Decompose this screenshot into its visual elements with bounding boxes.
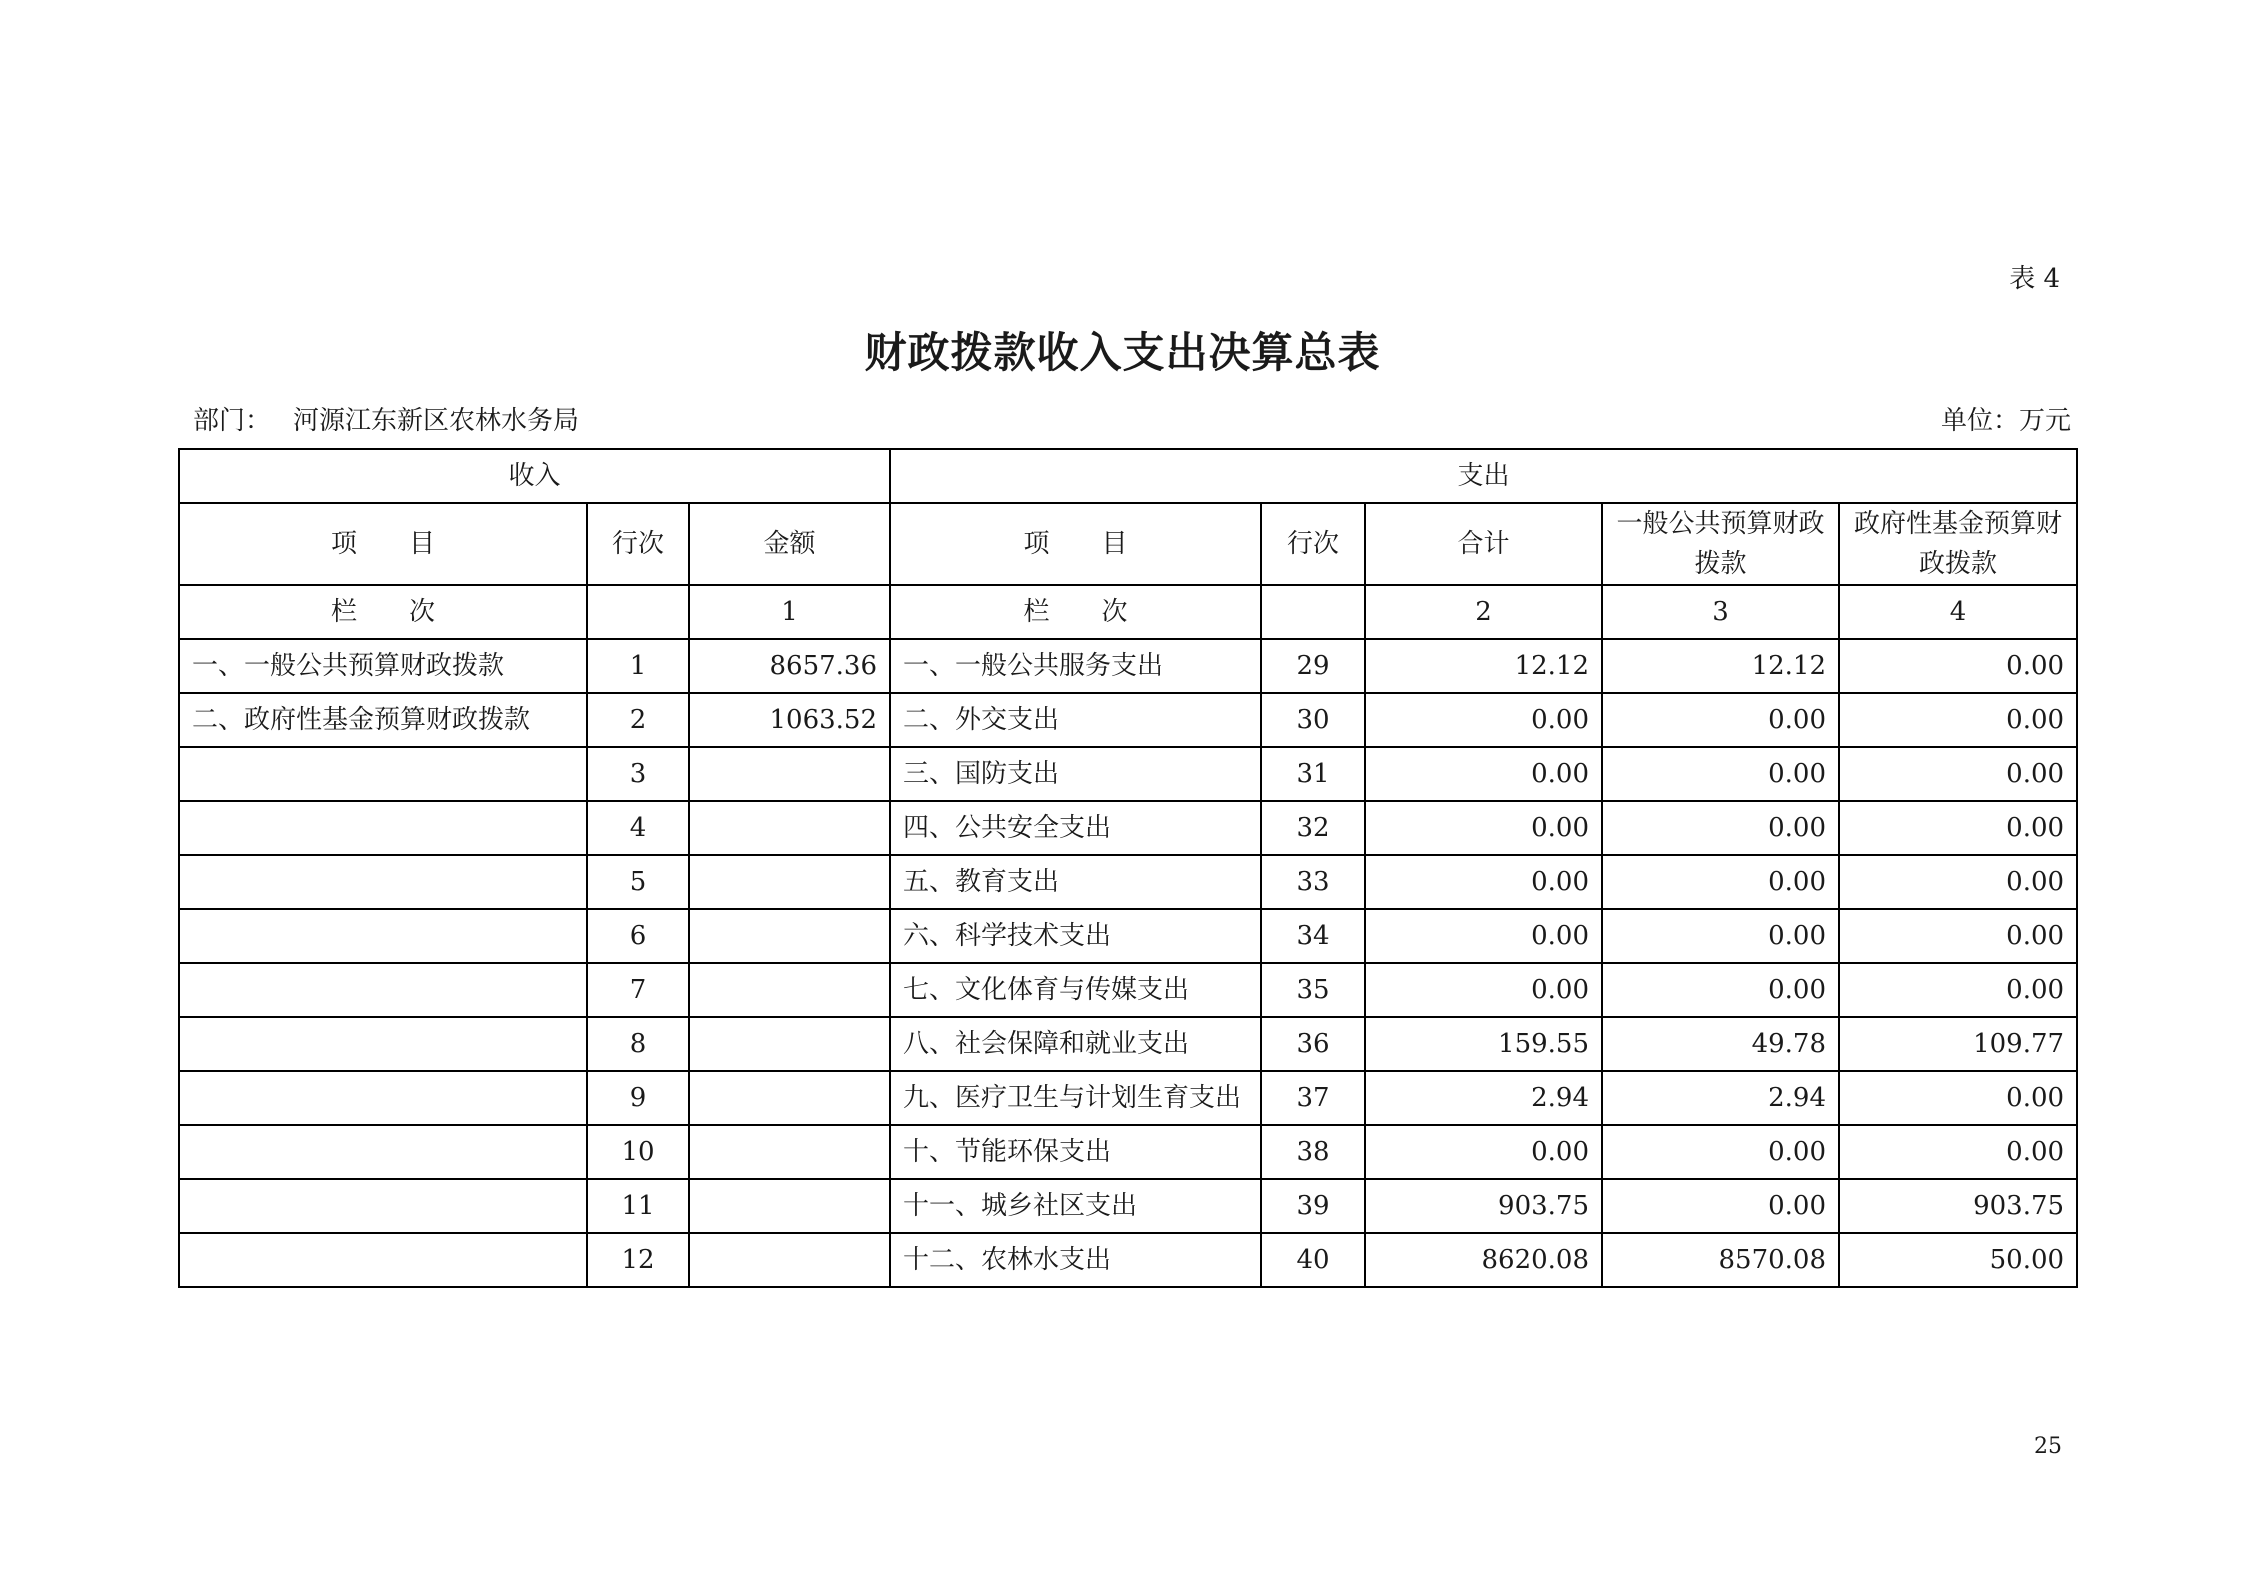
income-amount-cell [689,1179,890,1233]
expense-gov-fund-cell: 0.00 [1839,693,2077,747]
income-row-no-cell: 10 [587,1125,689,1179]
income-item-header: 项 目 [179,503,587,585]
expense-general-budget-cell: 12.12 [1602,639,1839,693]
income-amount-cell: 1063.52 [689,693,890,747]
expense-general-budget-cell: 0.00 [1602,1125,1839,1179]
expense-general-budget-cell: 0.00 [1602,693,1839,747]
income-item-cell [179,801,587,855]
income-item-cell [179,909,587,963]
expense-gov-fund-cell: 0.00 [1839,855,2077,909]
income-row-no-cell: 3 [587,747,689,801]
income-row-no-cell: 1 [587,639,689,693]
income-amount-cell [689,1071,890,1125]
expense-col-3: 3 [1602,585,1839,639]
expense-gov-fund-cell: 0.00 [1839,909,2077,963]
expense-col-label: 栏 次 [890,585,1261,639]
expense-item-cell: 十二、农林水支出 [890,1233,1261,1287]
income-item-cell [179,1233,587,1287]
expense-row-no-cell: 31 [1261,747,1365,801]
expense-row-no-cell: 38 [1261,1125,1365,1179]
expense-total-cell: 8620.08 [1365,1233,1602,1287]
header-row-columns [179,503,2077,585]
unit-label: 单位：万元 [1940,406,2071,436]
table-row [179,693,2077,747]
income-item-cell: 一、一般公共预算财政拨款 [179,639,587,693]
department-label: 部门： [193,406,272,436]
table-row [179,1233,2077,1287]
expense-total-cell: 0.00 [1365,693,1602,747]
expense-row-no-cell: 34 [1261,909,1365,963]
expense-item-header: 项 目 [890,503,1261,585]
income-amount-cell [689,1233,890,1287]
expense-general-budget-cell: 0.00 [1602,1179,1839,1233]
expense-col-4: 4 [1839,585,2077,639]
expense-row-no-cell: 33 [1261,855,1365,909]
expense-general-budget-cell: 49.78 [1602,1017,1839,1071]
expense-general-budget-cell: 2.94 [1602,1071,1839,1125]
expense-item-cell: 七、文化体育与传媒支出 [890,963,1261,1017]
expense-general-budget-cell: 8570.08 [1602,1233,1839,1287]
income-item-cell [179,1017,587,1071]
expense-row-no-cell: 30 [1261,693,1365,747]
table-row [179,1071,2077,1125]
expense-gov-fund-cell: 0.00 [1839,963,2077,1017]
total-header: 合计 [1365,503,1602,585]
expense-row-no-cell: 29 [1261,639,1365,693]
income-item-cell [179,1179,587,1233]
expense-item-cell: 三、国防支出 [890,747,1261,801]
expense-row-no-cell: 39 [1261,1179,1365,1233]
expense-general-budget-cell: 0.00 [1602,801,1839,855]
income-item-cell [179,747,587,801]
expense-gov-fund-cell: 0.00 [1839,801,2077,855]
table-row [179,1017,2077,1071]
table-row [179,1125,2077,1179]
income-amount-cell [689,963,890,1017]
expense-item-cell: 五、教育支出 [890,855,1261,909]
department-name: 河源江东新区农林水务局 [293,406,580,436]
header-row-sections [179,449,2077,503]
income-row-no-cell: 7 [587,963,689,1017]
expense-general-budget-cell: 0.00 [1602,909,1839,963]
income-amount-cell [689,909,890,963]
table-row [179,801,2077,855]
income-row-no-cell: 5 [587,855,689,909]
table-row [179,639,2077,693]
expense-row-no-cell: 36 [1261,1017,1365,1071]
income-row-no-cell: 9 [587,1071,689,1125]
income-amount-cell [689,1125,890,1179]
income-row-no-cell: 6 [587,909,689,963]
expense-row-no-header: 行次 [1261,503,1365,585]
expense-item-cell: 一、一般公共服务支出 [890,639,1261,693]
income-amount-cell: 8657.36 [689,639,890,693]
income-row-no-cell: 12 [587,1233,689,1287]
expense-col-empty [1261,585,1365,639]
page-title: 财政拨款收入支出决算总表 [864,328,1381,377]
table-row [179,909,2077,963]
general-budget-header: 一般公共预算财政拨款 [1602,503,1839,585]
expense-general-budget-cell: 0.00 [1602,855,1839,909]
expense-item-cell: 八、社会保障和就业支出 [890,1017,1261,1071]
expense-gov-fund-cell: 50.00 [1839,1233,2077,1287]
expense-item-cell: 六、科学技术支出 [890,909,1261,963]
gov-fund-header: 政府性基金预算财政拨款 [1839,503,2077,585]
expense-row-no-cell: 35 [1261,963,1365,1017]
income-header: 收入 [179,449,890,503]
table-row [179,747,2077,801]
income-row-no-header: 行次 [587,503,689,585]
expense-item-cell: 四、公共安全支出 [890,801,1261,855]
expense-gov-fund-cell: 109.77 [1839,1017,2077,1071]
expense-row-no-cell: 37 [1261,1071,1365,1125]
expense-row-no-cell: 40 [1261,1233,1365,1287]
income-row-no-cell: 11 [587,1179,689,1233]
income-row-no-cell: 4 [587,801,689,855]
expense-gov-fund-cell: 0.00 [1839,1125,2077,1179]
expense-col-2: 2 [1365,585,1602,639]
income-col-1: 1 [689,585,890,639]
income-col-empty [587,585,689,639]
income-amount-cell [689,1017,890,1071]
expense-total-cell: 12.12 [1365,639,1602,693]
income-amount-cell [689,801,890,855]
income-item-cell: 二、政府性基金预算财政拨款 [179,693,587,747]
expense-gov-fund-cell: 0.00 [1839,639,2077,693]
budget-table [178,448,2078,1288]
department [193,400,579,437]
income-item-cell [179,1125,587,1179]
income-item-cell [179,963,587,1017]
expense-total-cell: 0.00 [1365,963,1602,1017]
income-amount-cell [689,747,890,801]
table-row [179,963,2077,1017]
expense-item-cell: 十一、城乡社区支出 [890,1179,1261,1233]
table-row [179,1179,2077,1233]
header-row-column-numbers [179,585,2077,639]
income-item-cell [179,855,587,909]
expense-total-cell: 159.55 [1365,1017,1602,1071]
income-row-no-cell: 2 [587,693,689,747]
income-amount-header: 金额 [689,503,890,585]
income-item-cell [179,1071,587,1125]
income-row-no-cell: 8 [587,1017,689,1071]
expense-total-cell: 2.94 [1365,1071,1602,1125]
income-col-label: 栏 次 [179,585,587,639]
table-number: 表 4 [2009,264,2060,294]
expense-gov-fund-cell: 903.75 [1839,1179,2077,1233]
expense-item-cell: 十、节能环保支出 [890,1125,1261,1179]
expense-total-cell: 0.00 [1365,1125,1602,1179]
income-amount-cell [689,855,890,909]
table-row [179,855,2077,909]
expense-row-no-cell: 32 [1261,801,1365,855]
expense-total-cell: 0.00 [1365,801,1602,855]
expense-total-cell: 0.00 [1365,747,1602,801]
expense-gov-fund-cell: 0.00 [1839,1071,2077,1125]
expense-item-cell: 二、外交支出 [890,693,1261,747]
expense-total-cell: 903.75 [1365,1179,1602,1233]
expense-total-cell: 0.00 [1365,855,1602,909]
page-number: 25 [2034,1434,2062,1459]
expense-header: 支出 [890,449,2077,503]
expense-gov-fund-cell: 0.00 [1839,747,2077,801]
meta-row [193,400,2071,440]
expense-total-cell: 0.00 [1365,909,1602,963]
expense-general-budget-cell: 0.00 [1602,747,1839,801]
expense-item-cell: 九、医疗卫生与计划生育支出 [890,1071,1261,1125]
expense-general-budget-cell: 0.00 [1602,963,1839,1017]
